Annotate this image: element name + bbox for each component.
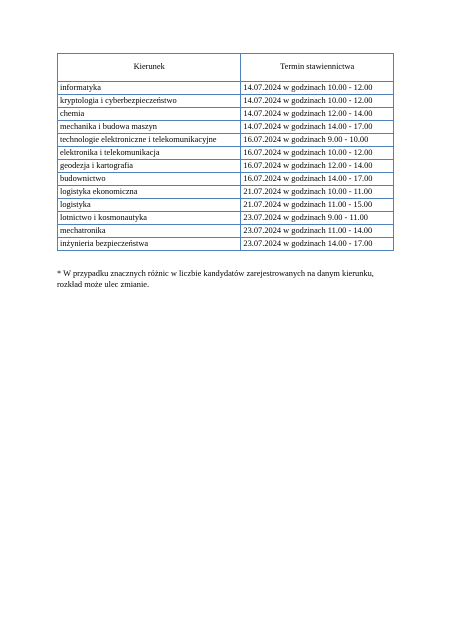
cell-termin: 21.07.2024 w godzinach 10.00 - 11.00 [241, 186, 394, 199]
table-row [58, 121, 394, 134]
cell-kierunek: kryptologia i cyberbezpieczeństwo [58, 95, 241, 108]
cell-kierunek: chemia [58, 108, 241, 121]
table-header [58, 54, 394, 82]
table-header-row [58, 54, 394, 82]
cell-kierunek: elektronika i telekomunikacja [58, 147, 241, 160]
cell-termin: 16.07.2024 w godzinach 12.00 - 14.00 [241, 160, 394, 173]
cell-termin: 23.07.2024 w godzinach 9.00 - 11.00 [241, 212, 394, 225]
table-row [58, 212, 394, 225]
footnote: * W przypadku znacznych różnic w liczbie kandydatów zarejestrowanych na danym kierunku, rozkład może ulec zmianie. [57, 269, 374, 289]
cell-kierunek: informatyka [58, 82, 241, 95]
cell-kierunek: inżynieria bezpieczeństwa [58, 238, 241, 251]
table-body [58, 82, 394, 251]
cell-termin: 16.07.2024 w godzinach 14.00 - 17.00 [241, 173, 394, 186]
cell-kierunek: mechatronika [58, 225, 241, 238]
cell-kierunek: budownictwo [58, 173, 241, 186]
table-row [58, 147, 394, 160]
table-row [58, 160, 394, 173]
header-kierunek: Kierunek [58, 54, 241, 82]
table-row [58, 186, 394, 199]
table-row [58, 82, 394, 95]
cell-termin: 23.07.2024 w godzinach 11.00 - 14.00 [241, 225, 394, 238]
cell-termin: 14.07.2024 w godzinach 14.00 - 17.00 [241, 121, 394, 134]
table-row [58, 238, 394, 251]
table-row [58, 199, 394, 212]
cell-kierunek: mechanika i budowa maszyn [58, 121, 241, 134]
cell-termin: 14.07.2024 w godzinach 10.00 - 12.00 [241, 82, 394, 95]
cell-termin: 16.07.2024 w godzinach 9.00 - 10.00 [241, 134, 394, 147]
cell-termin: 21.07.2024 w godzinach 11.00 - 15.00 [241, 199, 394, 212]
cell-kierunek: logistyka ekonomiczna [58, 186, 241, 199]
table-row [58, 134, 394, 147]
cell-kierunek: logistyka [58, 199, 241, 212]
table-row [58, 225, 394, 238]
cell-termin: 23.07.2024 w godzinach 14.00 - 17.00 [241, 238, 394, 251]
cell-kierunek: technologie elektroniczne i telekomunikacyjne [58, 134, 241, 147]
cell-kierunek: lotnictwo i kosmonautyka [58, 212, 241, 225]
cell-kierunek: geodezja i kartografia [58, 160, 241, 173]
cell-termin: 14.07.2024 w godzinach 12.00 - 14.00 [241, 108, 394, 121]
schedule-table [57, 53, 394, 251]
table-row [58, 108, 394, 121]
cell-termin: 16.07.2024 w godzinach 10.00 - 12.00 [241, 147, 394, 160]
table-row [58, 173, 394, 186]
header-termin: Termin stawiennictwa [241, 54, 394, 82]
cell-termin: 14.07.2024 w godzinach 10.00 - 12.00 [241, 95, 394, 108]
table-row [58, 95, 394, 108]
